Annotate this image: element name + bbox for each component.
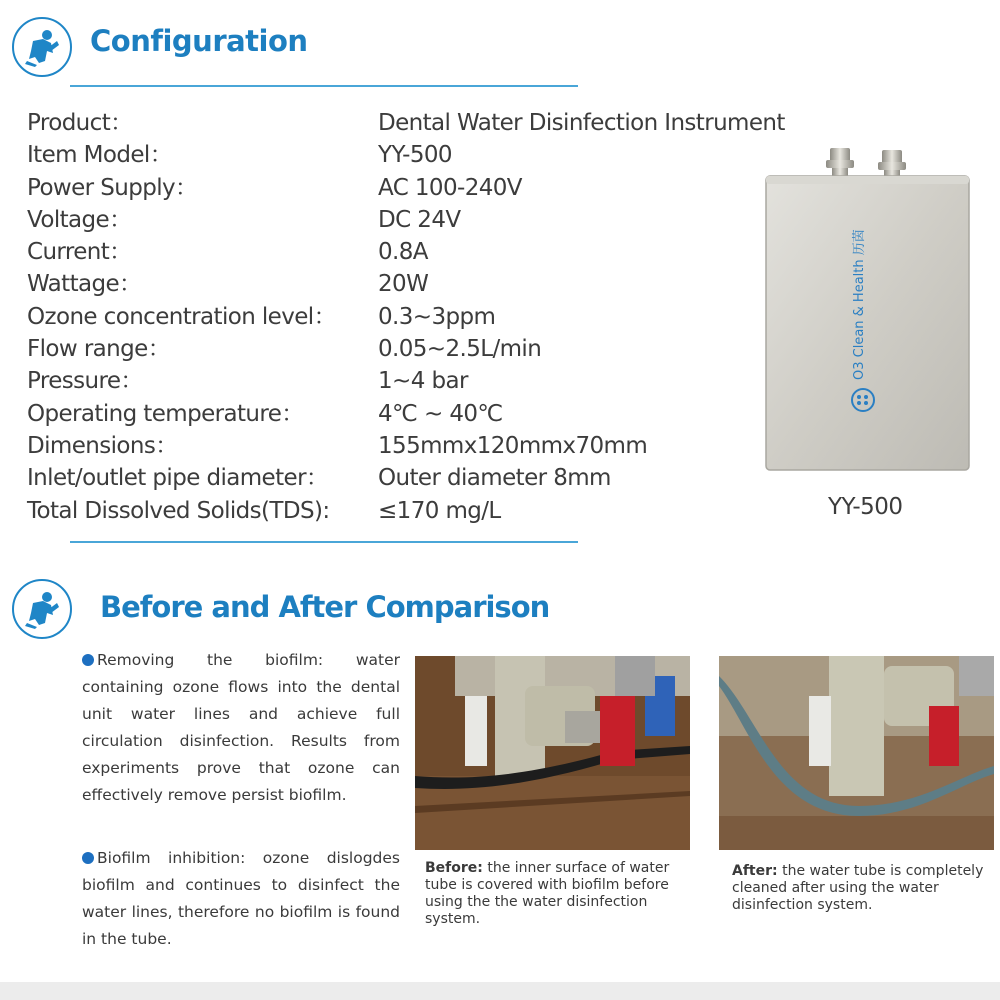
dentist-figure-icon — [23, 589, 61, 629]
spec-row-dimensions — [27, 430, 827, 462]
after-caption-text: the water tube is completely cleaned after using the water disinfection system. — [732, 863, 984, 913]
after-caption-label: After: — [732, 863, 778, 879]
after-caption — [732, 863, 984, 914]
spec-label: Product： — [27, 110, 133, 136]
spec-label: Item Model： — [27, 142, 173, 169]
configuration-title: Configuration — [90, 24, 308, 58]
spec-label: Operating temperature： — [27, 400, 304, 427]
spec-label: Pressure： — [27, 368, 143, 395]
configuration-bottom-divider — [70, 541, 578, 543]
footer-band — [0, 982, 1000, 1000]
before-caption-label: Before: — [425, 860, 483, 876]
bullet-text: Biofilm inhibition: ozone dislogdes biofilm and continues to disinfect the water lines, therefore no biofilm is found in the tube. — [82, 849, 400, 948]
spec-row-voltage — [27, 204, 827, 236]
spec-label: Current： — [27, 239, 132, 266]
bullet-dot-icon — [82, 654, 94, 666]
spec-value: YY-500 — [378, 142, 452, 169]
spec-value: 1~4 bar — [378, 368, 468, 395]
spec-label: Total Dissolved Solids(TDS): — [27, 497, 330, 524]
spec-row-power-supply — [27, 172, 827, 204]
spec-value: DC 24V — [378, 206, 461, 233]
spec-label: Wattage： — [27, 271, 142, 298]
spec-label: Voltage： — [27, 206, 132, 233]
spec-table — [27, 107, 827, 527]
bullet-dot-icon — [82, 852, 94, 864]
spec-row-pipe-diameter — [27, 462, 827, 494]
configuration-section-icon — [12, 17, 72, 77]
dentist-figure-icon — [23, 27, 61, 67]
spec-row-ozone-concentration — [27, 301, 827, 333]
spec-row-operating-temperature — [27, 398, 827, 430]
before-photo — [415, 656, 690, 850]
spec-label: Ozone concentration level： — [27, 303, 336, 330]
spec-value: 0.05~2.5L/min — [378, 336, 542, 363]
spec-label: Flow range： — [27, 336, 171, 363]
spec-label: Power Supply： — [27, 174, 198, 201]
spec-value: 155mmx120mmx70mm — [378, 432, 648, 459]
spec-row-flow-range — [27, 333, 827, 365]
spec-value: 20W — [378, 271, 429, 298]
spec-label: Inlet/outlet pipe diameter： — [27, 465, 329, 492]
before-caption — [425, 860, 680, 928]
product-caption: YY-500 — [828, 494, 903, 520]
spec-row-current — [27, 236, 827, 268]
comparison-title: Before and After Comparison — [100, 590, 550, 624]
device-branding-text: O3 Clean & Health 历茵 — [852, 229, 867, 380]
spec-row-wattage — [27, 268, 827, 300]
bullet-text: Removing the biofilm: water containing ozone flows into the dental unit water lines and achieve full circulation disinfection. Results from experiments prove that ozone can effectively remove persist biofilm. — [82, 651, 400, 804]
spec-value: 4℃ ~ 40℃ — [378, 400, 503, 427]
spec-row-pressure — [27, 365, 827, 397]
spec-label: Dimensions： — [27, 432, 178, 459]
spec-row-item-model — [27, 139, 827, 171]
before-caption-text: the inner surface of water tube is covered with biofilm before using the the water disinfection system. — [425, 860, 670, 927]
spec-value: Dental Water Disinfection Instrument — [378, 110, 785, 136]
spec-value: 0.8A — [378, 239, 428, 266]
spec-value: AC 100-240V — [378, 174, 522, 201]
spec-value: ≤170 mg/L — [378, 497, 501, 524]
spec-row-tds — [27, 495, 827, 527]
bullet-removing-biofilm — [82, 647, 400, 809]
comparison-section-icon — [12, 579, 72, 639]
spec-row-product — [27, 107, 827, 139]
after-photo — [719, 656, 994, 850]
configuration-title-divider — [70, 85, 578, 87]
spec-value: Outer diameter 8mm — [378, 465, 611, 492]
bullet-biofilm-inhibition — [82, 845, 400, 953]
spec-value: 0.3~3ppm — [378, 303, 496, 330]
product-photo — [760, 140, 975, 475]
